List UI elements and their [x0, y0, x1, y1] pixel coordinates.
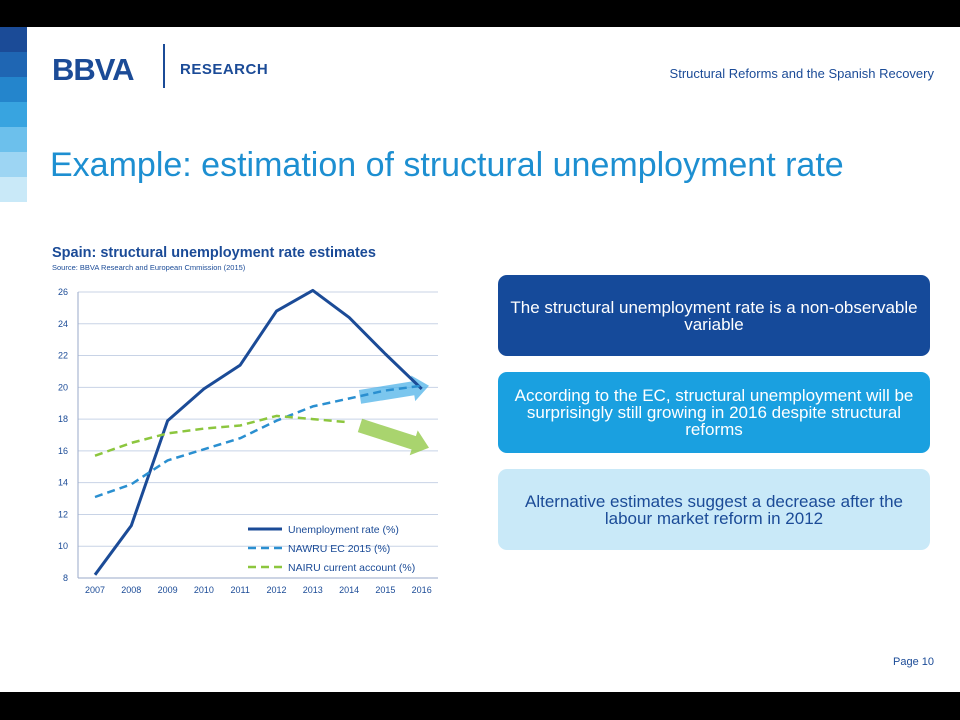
trend-arrow — [359, 376, 429, 404]
x-tick-label: 2008 — [121, 585, 142, 595]
y-tick-label: 26 — [57, 287, 68, 297]
legend-label: Unemployment rate (%) — [288, 524, 399, 536]
chart-title: Spain: structural unemployment rate estimates — [52, 245, 376, 261]
stripe-2 — [0, 77, 27, 102]
info-box-nonobservable — [498, 275, 930, 356]
info-box-text: The structural unemployment rate is a non-observable variable — [510, 297, 918, 334]
trend-arrow — [358, 419, 429, 455]
x-tick-label: 2012 — [266, 585, 287, 595]
stripe-0 — [0, 27, 27, 52]
legend-label: NAIRU current account (%) — [288, 562, 416, 574]
slide — [0, 27, 960, 692]
y-tick-label: 10 — [57, 541, 68, 552]
series-line-1 — [95, 386, 422, 497]
y-tick-label: 24 — [57, 318, 68, 329]
stripe-5 — [0, 152, 27, 177]
logo-divider — [163, 44, 165, 88]
info-box-text: Alternative estimates suggest a decrease after the labour market reform in 2012 — [525, 491, 903, 528]
page-number: Page 10 — [893, 656, 934, 668]
page-title: Example: estimation of structural unemployment rate — [50, 146, 844, 184]
x-tick-label: 2013 — [302, 585, 323, 595]
unemployment-line-chart — [40, 277, 450, 595]
research-label: RESEARCH — [180, 61, 269, 78]
decorative-stripes — [0, 27, 27, 202]
y-tick-label: 14 — [57, 477, 68, 488]
x-tick-label: 2014 — [339, 585, 360, 595]
x-tick-label: 2015 — [375, 585, 396, 595]
x-tick-label: 2007 — [84, 585, 106, 595]
x-tick-label: 2009 — [157, 585, 178, 595]
info-box-text: According to the EC, structural unemployment will be surprisingly still growing in 2016 despite structural reforms — [514, 386, 914, 439]
series-line-2 — [95, 416, 349, 456]
presentation-title: Structural Reforms and the Spanish Recovery — [669, 66, 934, 81]
legend-label: NAWRU EC 2015 (%) — [288, 543, 391, 555]
stripe-6 — [0, 177, 27, 202]
bbva-logo: BBVA — [52, 52, 134, 87]
info-box-alternative — [498, 469, 930, 550]
info-box-ec-estimate — [498, 372, 930, 453]
y-tick-label: 22 — [57, 350, 68, 361]
y-tick-label: 18 — [57, 414, 68, 425]
y-tick-label: 20 — [57, 382, 68, 393]
x-tick-label: 2011 — [230, 585, 250, 595]
y-tick-label: 8 — [62, 573, 68, 583]
y-tick-label: 12 — [57, 509, 68, 520]
stripe-1 — [0, 52, 27, 77]
stripe-3 — [0, 102, 27, 127]
x-tick-label: 2010 — [193, 585, 214, 595]
stripe-4 — [0, 127, 27, 152]
y-tick-label: 16 — [57, 445, 68, 456]
chart-source: Source: BBVA Research and European Cmmission (2015) — [52, 263, 246, 272]
x-tick-label: 2016 — [411, 585, 432, 595]
